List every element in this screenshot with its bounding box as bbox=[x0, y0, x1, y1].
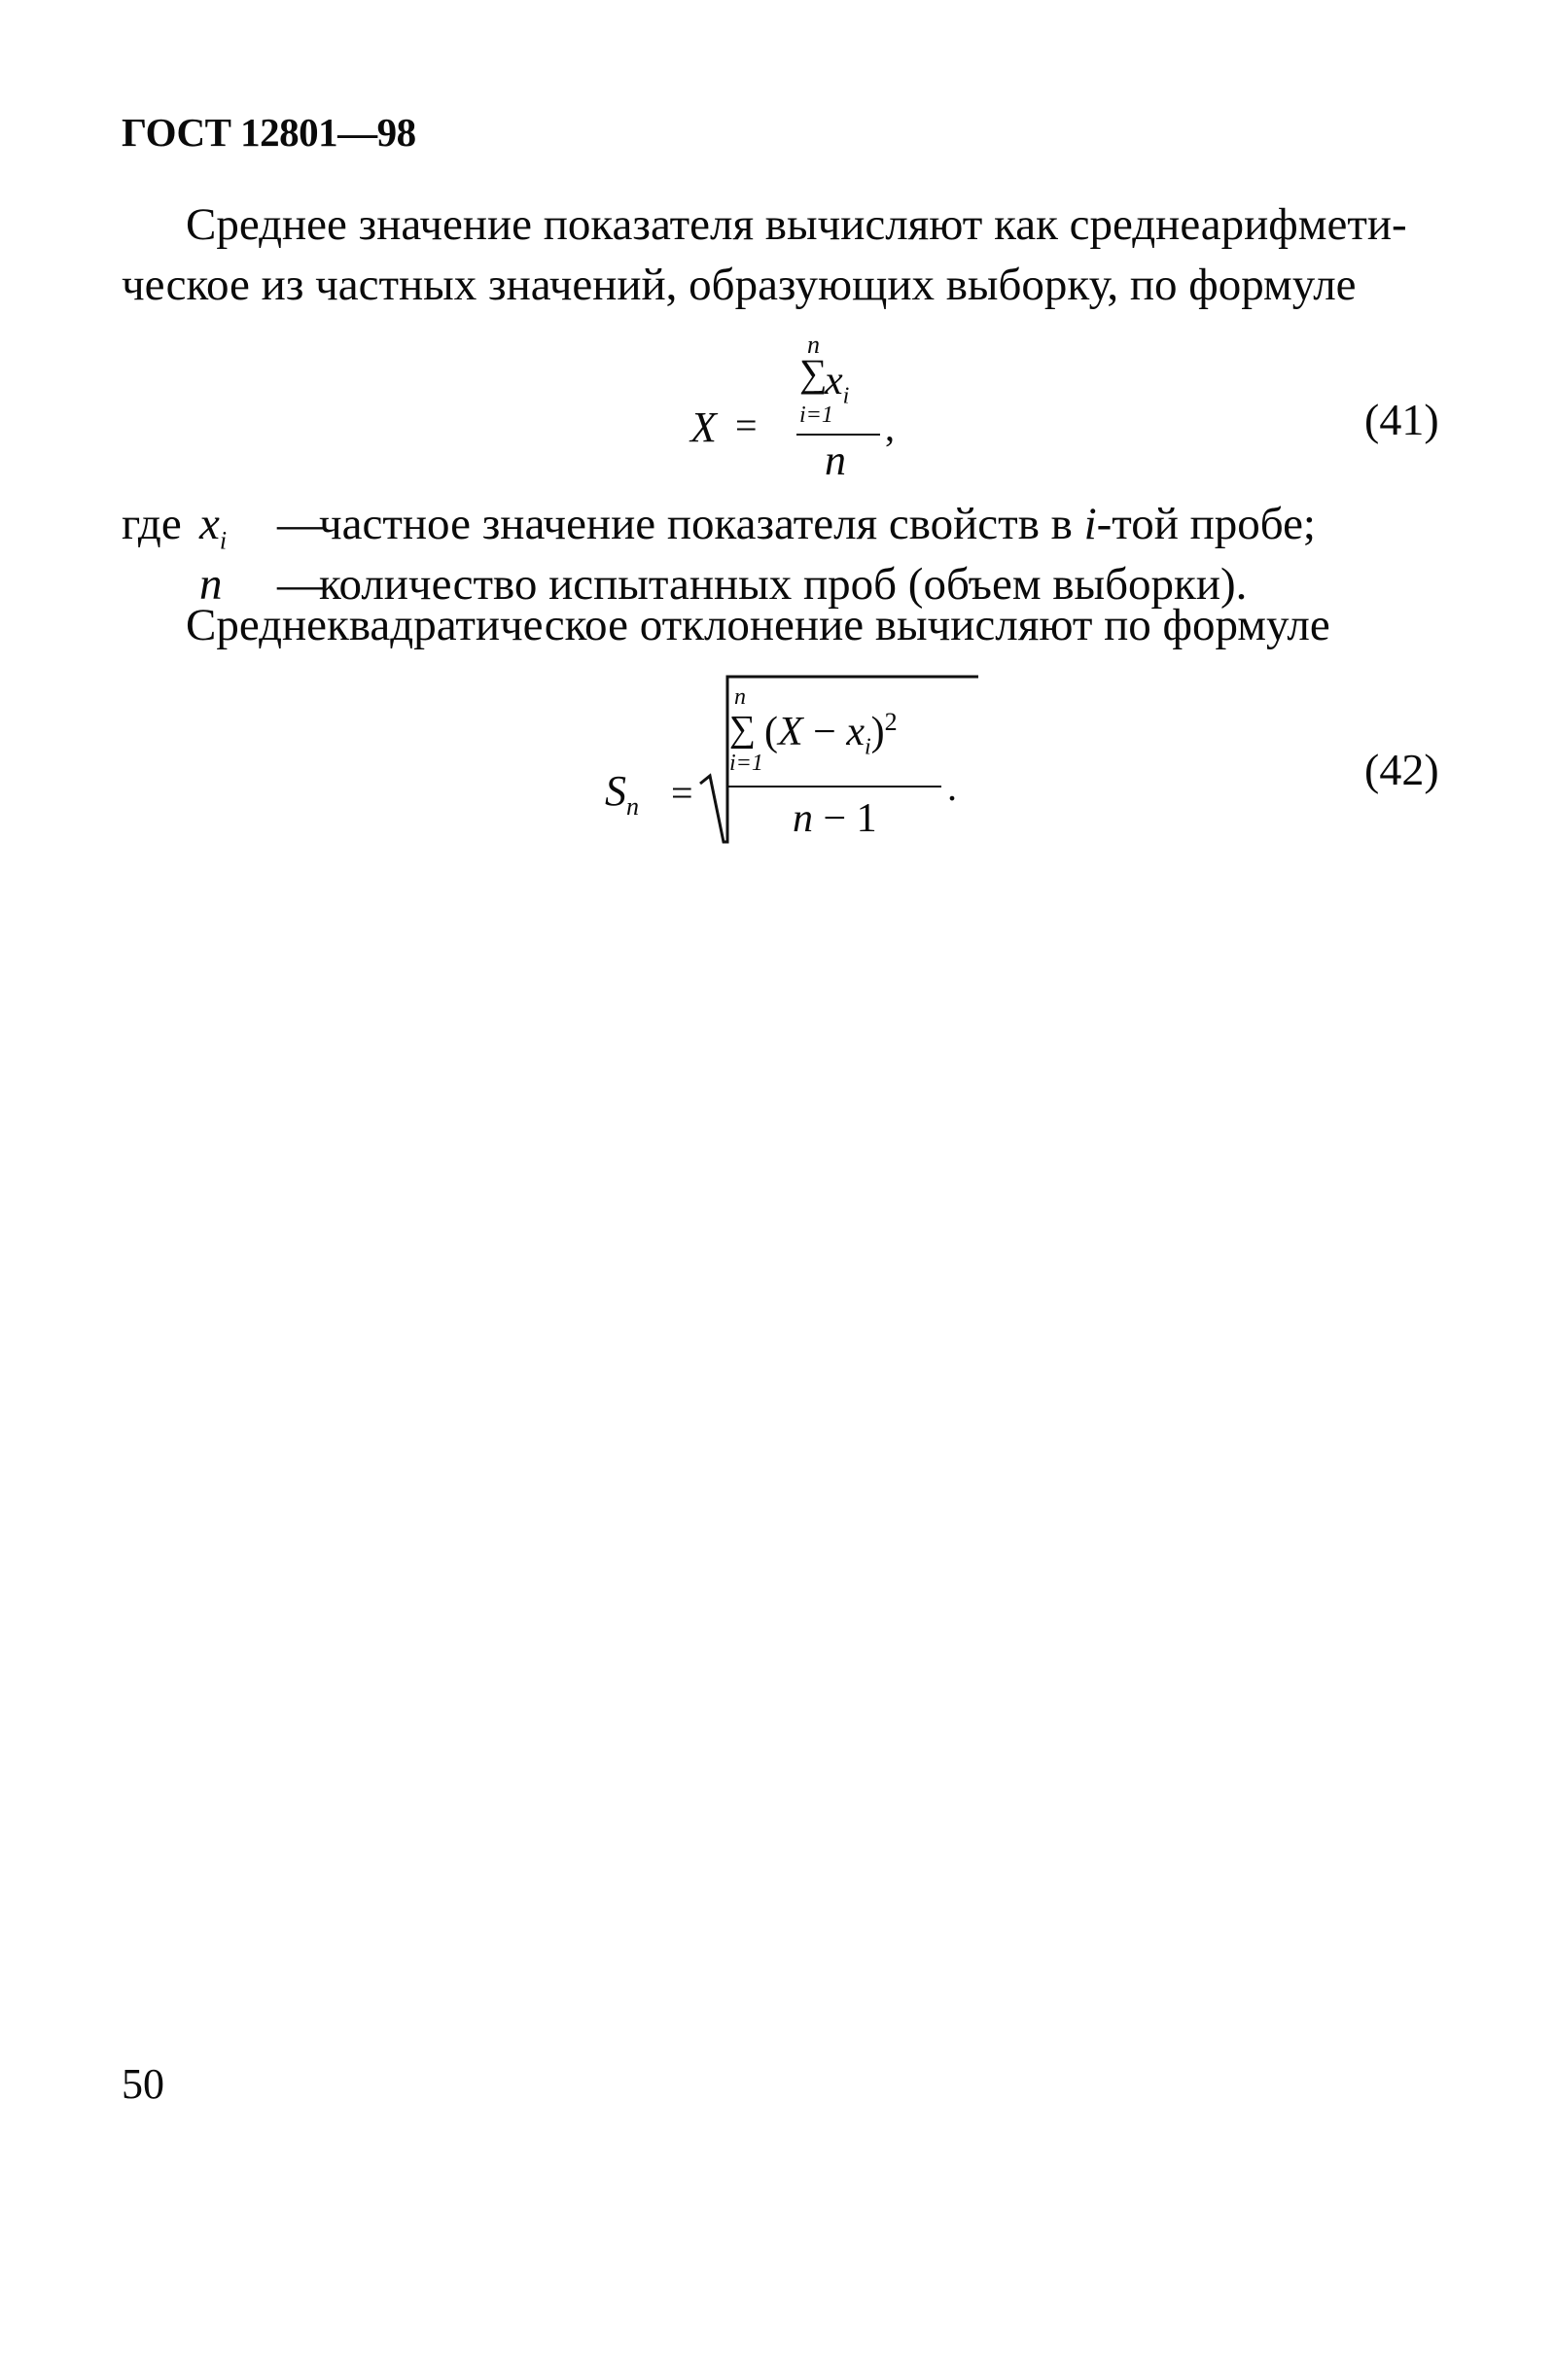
page-number: 50 bbox=[122, 2060, 164, 2108]
sum-upper-limit: n bbox=[734, 684, 746, 710]
fraction-numerator: $(X - x_i)^2$ bbox=[764, 708, 898, 760]
formula-42 bbox=[593, 671, 1002, 856]
definition-variable: $x_i$ bbox=[199, 499, 228, 555]
definition-text: частное значение показателя свойств в i-той пробе; bbox=[319, 499, 1316, 549]
equation-number-41: (41) bbox=[1364, 395, 1439, 444]
document-header: ГОСТ 12801—98 bbox=[122, 110, 416, 155]
fraction-denominator: n bbox=[825, 437, 846, 484]
formula-trail: . bbox=[947, 765, 957, 809]
equals-sign: = bbox=[671, 771, 693, 815]
where-label: где bbox=[122, 499, 182, 549]
definition-variable: n bbox=[199, 559, 223, 610]
definition-dash: — bbox=[277, 499, 323, 549]
paragraph-line: ческое из частных значений, образующих выборку, по формуле bbox=[122, 260, 1357, 310]
definition-dash: — bbox=[277, 559, 323, 610]
paragraph-mean bbox=[122, 194, 1439, 315]
formula-lhs: $S_n$ bbox=[605, 767, 639, 821]
formula-lhs: X bbox=[690, 403, 717, 451]
fraction-bar bbox=[727, 786, 941, 788]
sum-lower-limit: i=1 bbox=[799, 402, 833, 428]
fraction-denominator: n − 1 bbox=[793, 796, 877, 841]
equals-sign: = bbox=[735, 403, 758, 447]
paragraph-line: Среднее значение показателя вычисляют как среднеарифмети- bbox=[186, 199, 1407, 250]
sum-lower-limit: i=1 bbox=[729, 751, 763, 776]
definition-text: количество испытанных проб (объем выборки). bbox=[319, 559, 1248, 610]
formula-41 bbox=[681, 331, 914, 486]
formula-trail: , bbox=[885, 405, 895, 449]
sum-upper-limit: n bbox=[807, 331, 820, 359]
paragraph-stddev bbox=[122, 595, 1439, 655]
sigma-symbol: ∑ bbox=[799, 351, 828, 395]
sigma-symbol: ∑ bbox=[729, 709, 757, 750]
sum-term: $x_i$ bbox=[825, 359, 850, 409]
equation-number-42: (42) bbox=[1364, 745, 1439, 794]
paragraph-line: Среднеквадратическое отклонение вычисляют по формуле bbox=[186, 600, 1330, 650]
